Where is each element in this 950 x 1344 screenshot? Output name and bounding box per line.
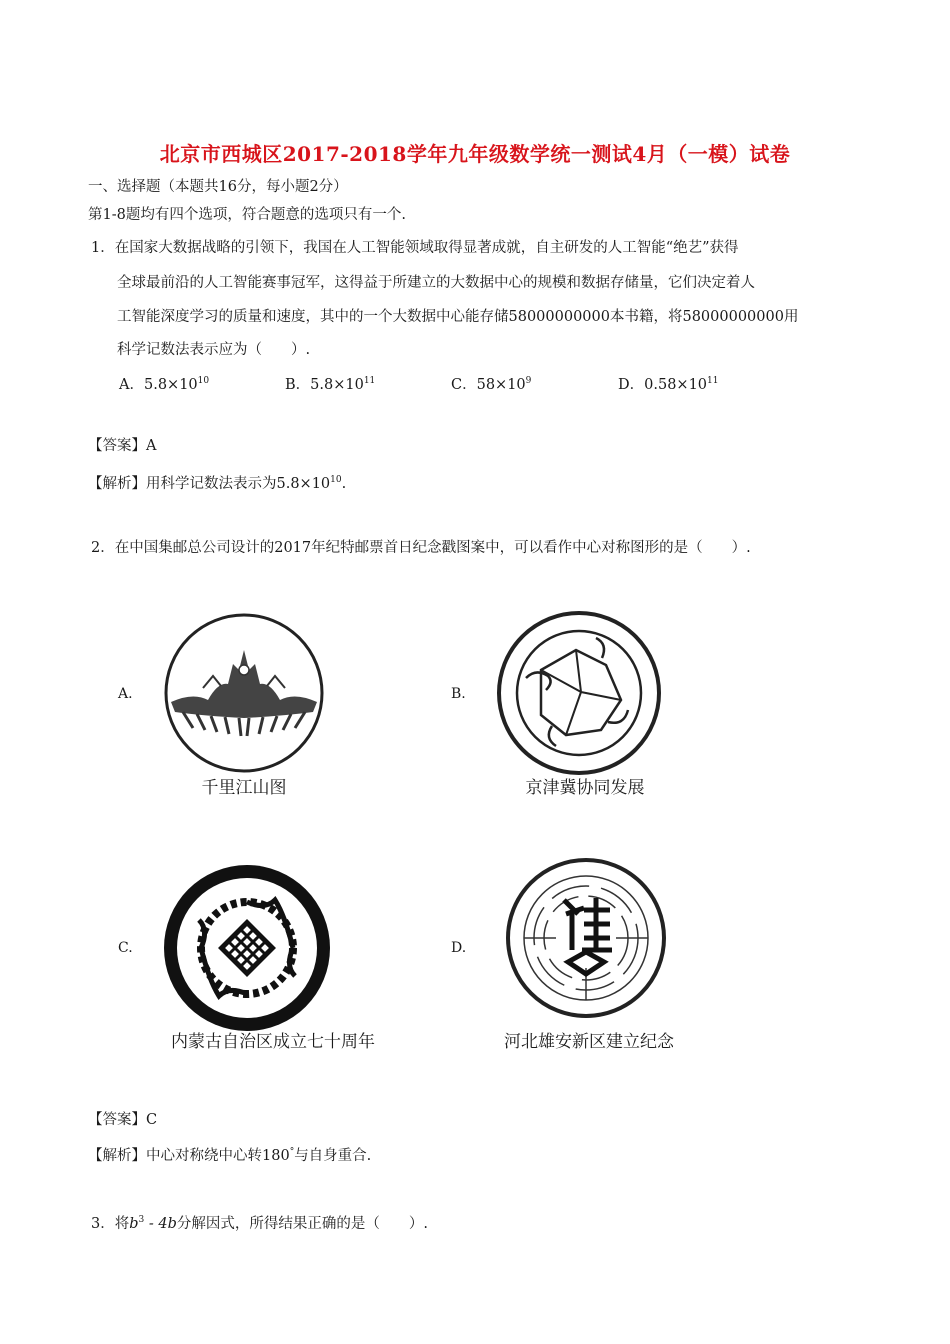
q2-option-b-letter: B.	[451, 686, 466, 702]
endless-knot-icon	[163, 864, 331, 1032]
q3-stem: 3．将$b^3 - 4b$分解因式，所得结果正确的是（ ）.	[91, 1215, 428, 1232]
q1-line-4: 科学记数法表示应为（ ）.	[117, 342, 311, 358]
q1-analysis: 【解析】用科学记数法表示为$5.8\times 10^{10}$.	[88, 475, 347, 492]
q2-option-b-caption: 京津冀协同发展	[525, 778, 645, 798]
mountain-landscape-icon	[163, 612, 325, 774]
q1-line-3: 工智能深度学习的质量和速度，其中的一个大数据中心能存储58000000000本书籍，将58000000000用	[117, 309, 799, 325]
q2-option-c-letter: C.	[118, 940, 133, 956]
joined-hands-icon	[496, 610, 662, 776]
q2-analysis: 【解析】中心对称绕中心转180°与自身重合.	[88, 1147, 372, 1164]
q1-answer: 【答案】A	[88, 438, 157, 454]
q1-option-b: B．$5.8\times 10^{11}$	[285, 376, 376, 393]
q2-option-c-caption: 内蒙古自治区成立七十周年	[171, 1032, 375, 1052]
q1-line-2: 全球最前沿的人工智能赛事冠军，这得益于所建立的大数据中心的规模和数据存储量，它们决定着人	[117, 275, 755, 291]
q2-option-a-caption: 千里江山图	[201, 778, 287, 798]
q2-answer: 【答案】C	[88, 1112, 158, 1128]
section-heading: 一、选择题（本题共16分，每小题2分）	[88, 179, 348, 195]
q2-option-a-letter: A.	[118, 686, 133, 702]
q1-option-a: A．$5.8\times 10^{10}$	[119, 376, 210, 393]
section-instruction: 第1-8题均有四个选项，符合题意的选项只有一个.	[88, 207, 406, 223]
q1-option-d: D．$0.58\times 10^{11}$	[618, 376, 719, 393]
q1-option-c: C．$58\times 10^9$	[451, 376, 532, 393]
q1-line-1: 1．在国家大数据战略的引领下，我国在人工智能领域取得显著成就，自主研发的人工智能“绝艺”获得	[91, 240, 739, 256]
q2-option-d-letter: D.	[451, 940, 467, 956]
q2-stem: 2．在中国集邮总公司设计的2017年纪特邮票首日纪念戳图案中，可以看作中心对称图形的是（ ）.	[91, 540, 751, 556]
q2-option-d-caption: 河北雄安新区建立纪念	[504, 1032, 674, 1052]
xiong-character-icon	[506, 858, 666, 1018]
exam-title: 北京市西城区2017-2018学年九年级数学统一测试4月（一模）试卷	[159, 142, 791, 166]
